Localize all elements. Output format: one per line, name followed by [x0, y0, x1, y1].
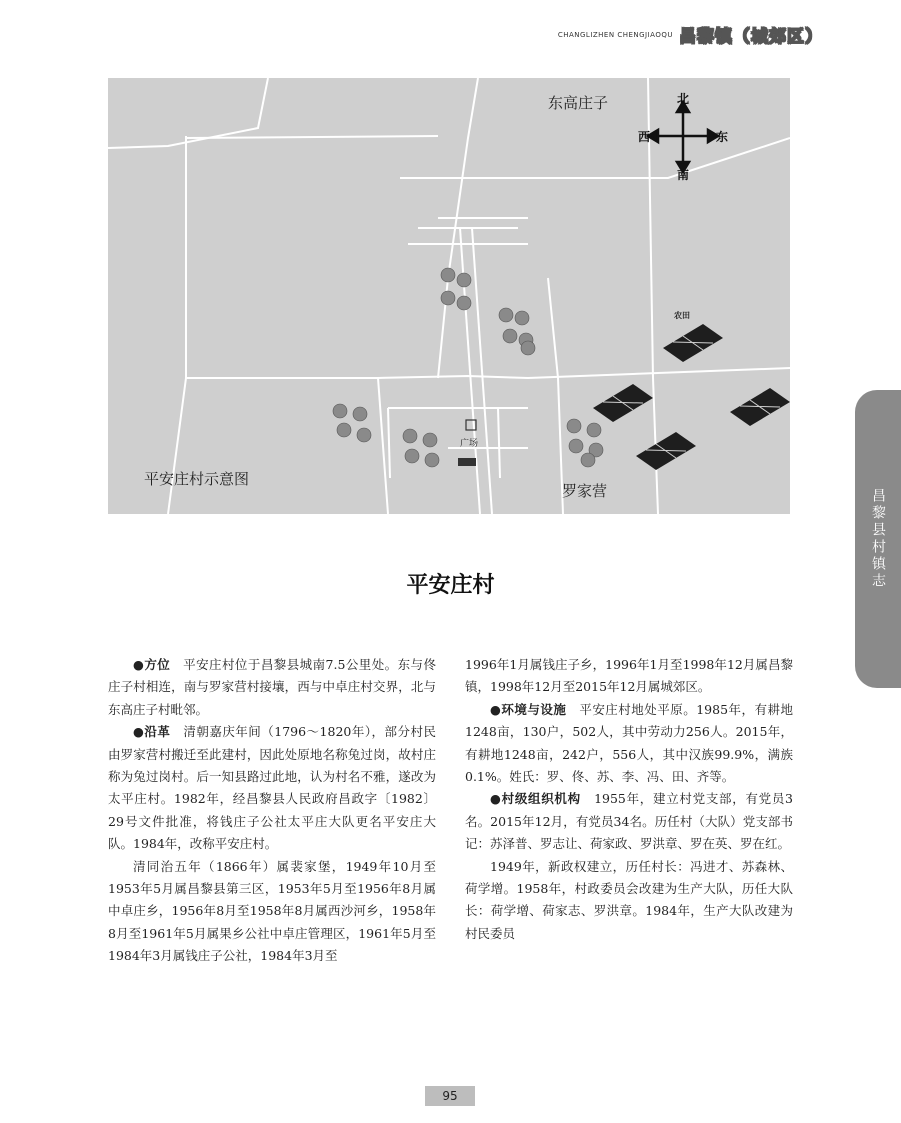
road-line [186, 378, 388, 514]
compass-east: 东 [716, 130, 729, 144]
heading-history: ●沿革 [133, 724, 171, 740]
paragraph-affiliation-cont: 1996年1月属钱庄子乡，1996年1月至1998年12月属昌黎镇，1998年12月至2015年12月属城郊区。 [465, 657, 793, 695]
left-column [108, 654, 436, 968]
heading-environment: ●环境与设施 [490, 701, 567, 717]
paragraph-leaders: 1949年，新政权建立，历任村长：冯进才、苏森林、荷学增。1958年，村政委员会改建为生产大队，历任大队长：荷学增、荷家志、罗洪章。1984年，生产大队改建为村民委员 [465, 858, 793, 941]
paragraph-environment [465, 699, 793, 789]
right-column [465, 654, 793, 945]
running-header [558, 22, 823, 47]
paragraph-history [108, 721, 436, 855]
header-title: 昌黎镇（城郊区） [679, 27, 823, 47]
heading-organization: ●村级组织机构 [490, 791, 581, 807]
map-label-south-village: 罗家营 [562, 482, 608, 500]
road-line [528, 368, 790, 378]
farm-fields [593, 324, 790, 470]
text-history: 清朝嘉庆年间（1796～1820年），部分村民由罗家营村搬迁至此建村，因此处原地名称兔过岗，故村庄称为兔过岗村。后一知县路过此地，认为村名不雅，遂改为太平庄村。1982年，经昌黎县人民政府昌政字〔1982〕29号文件批准，将钱庄子公社太平庄大队更名平安庄大队。1984年，改称平安庄村。 [108, 724, 436, 852]
road-line [168, 136, 186, 514]
square-road-left [388, 408, 390, 478]
compass-south: 南 [677, 168, 690, 182]
map-caption: 平安庄村示意图 [144, 470, 250, 488]
paragraph-organization [465, 788, 793, 855]
heading-location: ●方位 [133, 657, 171, 672]
paragraph-affiliation: 清同治五年（1866年）属裴家堡，1949年10月至1953年5月属昌黎县第三区，1953年5月至1956年8月属中卓庄乡，1956年8月至1958年8月属西沙河乡，1958年8月至1961年5月属果乡公社中卓庄管理区，1961年5月至1984年3月属钱庄子公社，1984年3月至 [108, 858, 436, 964]
road-line [400, 138, 790, 178]
page-title: 平安庄村 [406, 573, 495, 598]
map-label-field: 农田 [674, 310, 690, 320]
road-line [378, 376, 528, 378]
text-location: 平安庄村位于昌黎县城南7.5公里处。东与佟庄子村相连，南与罗家营村接壤，西与中卓庄村交界，北与东高庄子村毗邻。 [108, 657, 436, 717]
village-map [108, 78, 790, 514]
main-road-left [460, 228, 480, 514]
road-line [186, 136, 438, 138]
road-line [548, 278, 563, 514]
compass-arrows [648, 102, 718, 172]
map-label-square: 广场 [460, 439, 479, 449]
main-road-right [472, 228, 492, 514]
header-pinyin: CHANGLIZHEN CHENGJIAOQU [557, 30, 673, 39]
map-roads [108, 78, 790, 514]
map-label-north-village: 东高庄子 [548, 94, 609, 112]
paragraph-location [108, 654, 436, 721]
side-chapter-tab: 昌黎县村镇志 [855, 390, 901, 688]
text-environment: 平安庄村地处平原。1985年，有耕地1248亩，130户，502人，其中劳动力256人。2015年，有耕地1248亩，242户，556人，其中汉族99.9%，满族0.1%。姓氏：罗、佟、苏、李、冯、田、齐等。 [465, 701, 793, 785]
page-number: 95 [425, 1086, 475, 1106]
compass-north: 北 [677, 92, 690, 106]
compass-west: 西 [638, 130, 651, 144]
text-organization: 1955年，建立村党支部，有党员3名。2015年12月，有党员34名。历任村（大队）党支部书记：苏泽普、罗志让、荷家政、罗洪章、罗在英、罗在红。 [465, 791, 793, 852]
square-road-right [498, 408, 500, 478]
